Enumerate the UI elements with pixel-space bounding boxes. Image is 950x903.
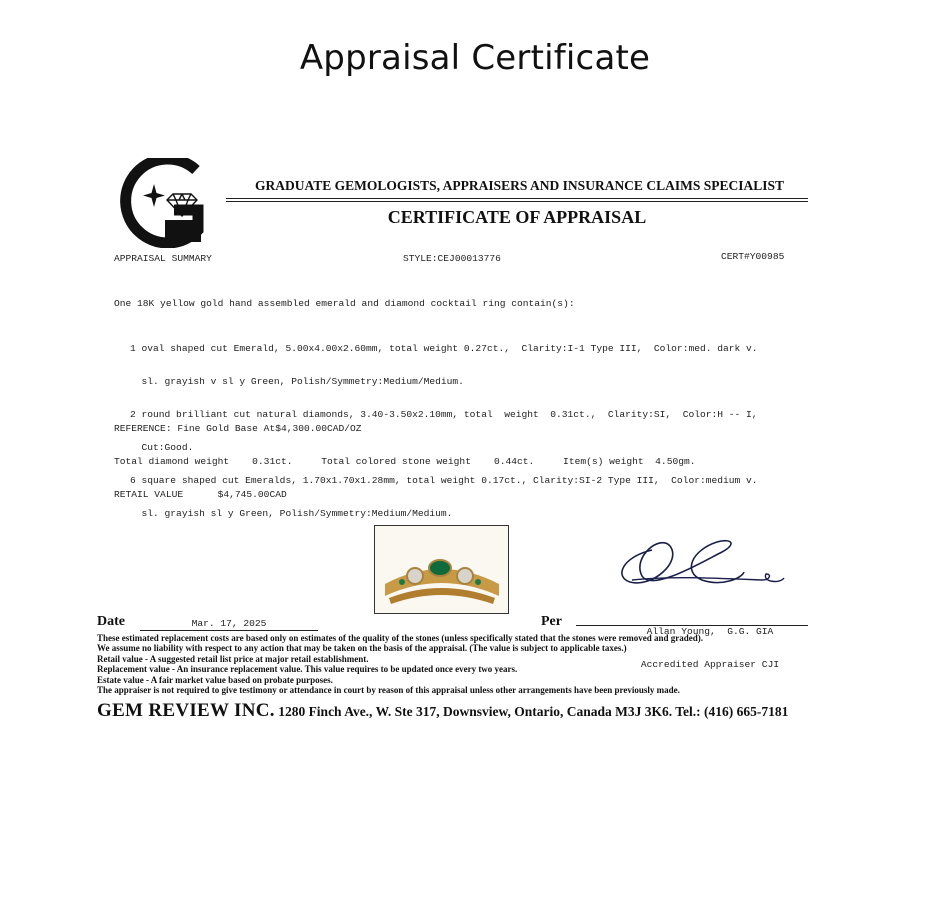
disclaimer-line: Estate value - A fair market value based on probate purposes.	[97, 674, 333, 685]
header-rule	[226, 198, 808, 199]
disclaimer-line: The appraiser is not required to give testimony or attendance in court by reason of this appraisal unless other arrangements have been previously made.	[97, 685, 680, 696]
reference-block	[114, 401, 695, 511]
reference-line: REFERENCE: Fine Gold Base At$4,300.00CAD/OZ	[114, 423, 362, 434]
organization-name: GRADUATE GEMOLOGISTS, APPRAISERS AND INSURANCE CLAIMS SPECIALIST	[255, 178, 784, 193]
header-rule	[226, 201, 808, 202]
per-label: Per	[541, 614, 562, 629]
stone-line: sl. grayish v sl y Green, Polish/Symmetry:Medium/Medium.	[130, 376, 464, 387]
appraisal-summary-label: APPRAISAL SUMMARY	[114, 253, 212, 264]
ring-photo	[374, 525, 509, 614]
signer-name: Allan Young, G.G. GIA	[646, 626, 774, 637]
date-label: Date	[97, 614, 125, 629]
item-intro: One 18K yellow gold hand assembled emerald and diamond cocktail ring contain(s):	[114, 298, 575, 309]
ring-icon	[375, 526, 508, 613]
weights-line: Total diamond weight 0.31ct. Total colored stone weight 0.44ct. Item(s) weight 4.50gm.	[114, 456, 696, 467]
disclaimer-line: These estimated replacement costs are based only on estimates of the quality of the stones (unless specifically stated that the stones were removed and graded).	[97, 633, 704, 643]
signature-line	[576, 625, 808, 626]
stone-line: 6 square shaped cut Emeralds, 1.70x1.70x1.28mm, total weight 0.17ct., Clarity:SI-2 Type III, Color:medium v.	[130, 475, 758, 486]
stone-line: sl. grayish sl y Green, Polish/Symmetry:Medium/Medium.	[130, 508, 453, 519]
footer	[97, 700, 788, 722]
retail-value-line: RETAIL VALUE $4,745.00CAD	[114, 489, 287, 500]
stone-line: Cut:Good.	[130, 442, 194, 453]
company-name: GEM REVIEW INC.	[97, 700, 275, 721]
certificate-number: CERT#Y00985	[721, 251, 785, 262]
stone-line: 1 oval shaped cut Emerald, 5.00x4.00x2.60mm, total weight 0.27ct., Clarity:I-1 Type III, Color:med. dark v.	[130, 343, 758, 354]
certificate-title: CERTIFICATE OF APPRAISAL	[387, 207, 647, 227]
company-address: 1280 Finch Ave., W. Ste 317, Downsview, Ontario, Canada M3J 3K6. Tel.: (416) 665-7181	[274, 704, 789, 719]
signer-title: Accredited Appraiser CJI	[640, 659, 780, 670]
disclaimer	[97, 633, 837, 695]
stone-line: 2 round brilliant cut natural diamonds, 3.40-3.50x2.10mm, total weight 0.31ct., Clarity:SI, Color:H -- I,	[130, 409, 758, 420]
appraisal-date: Mar. 17, 2025	[140, 618, 318, 631]
signature-icon	[612, 532, 788, 597]
disclaimer-line: We assume no liability with respect to any action that may be taken on the basis of the appraisal. (The value is subject to applicable taxes.)	[97, 643, 627, 654]
page-title: Appraisal Certificate	[299, 38, 651, 78]
disclaimer-line: Replacement value - An insurance replacement value. This value requires to be updated once every two years.	[97, 664, 518, 675]
gemologist-logo-icon	[118, 158, 214, 248]
style-number: STYLE:CEJ00013776	[403, 253, 501, 264]
disclaimer-line: Retail value - A suggested retail list price at major retail establishment.	[97, 653, 369, 664]
